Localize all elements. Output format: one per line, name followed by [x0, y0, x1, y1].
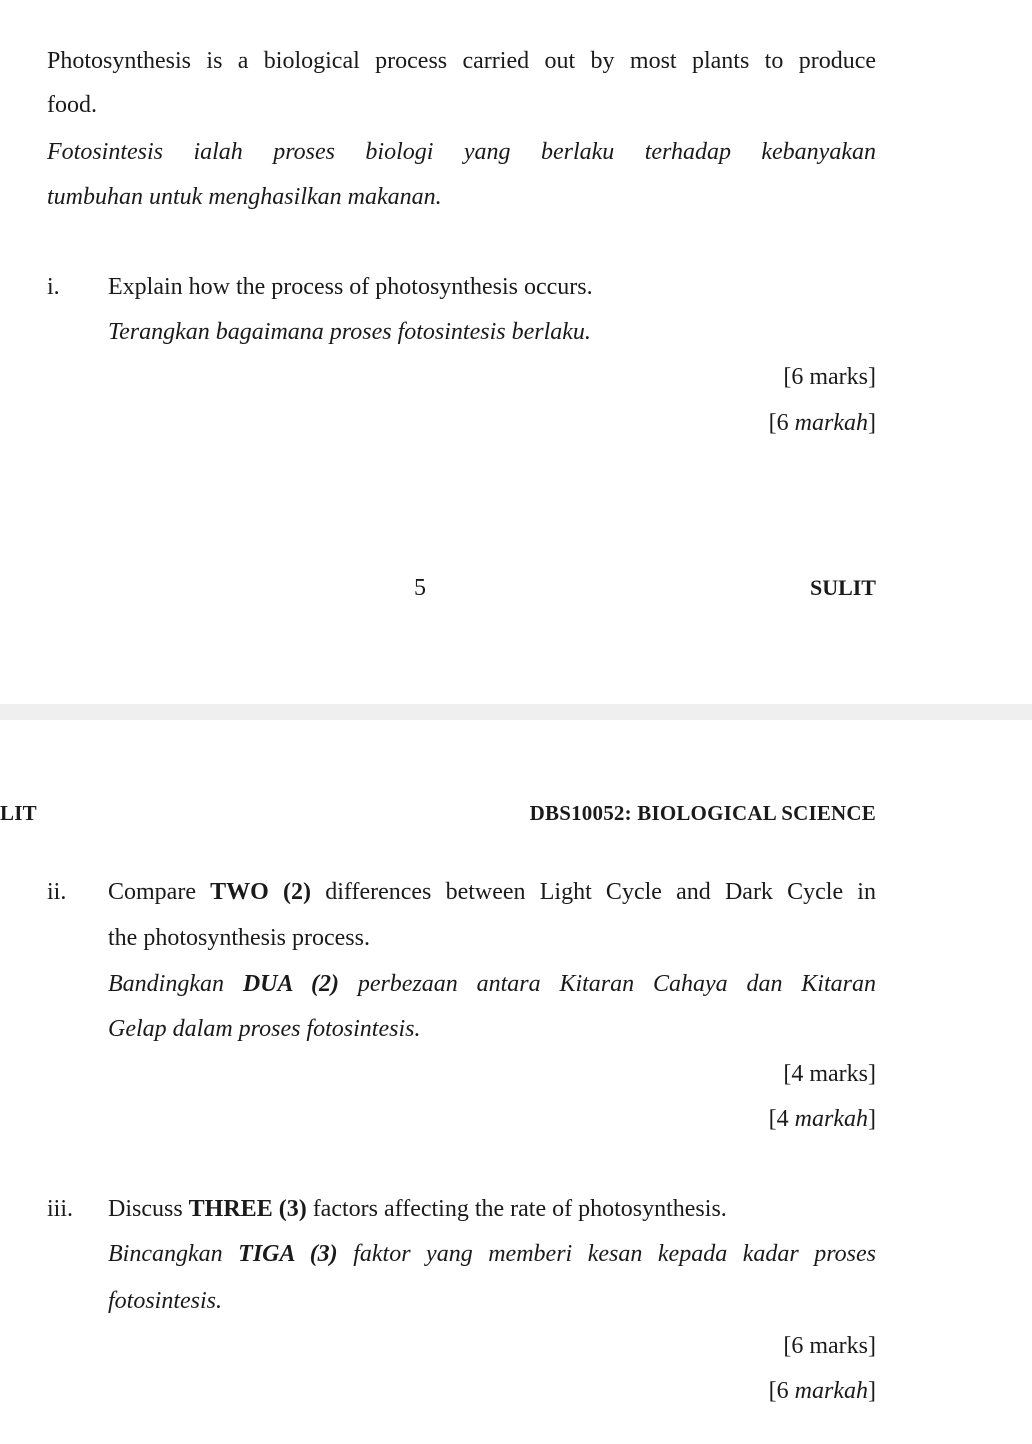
page-5: [0, 0, 1032, 704]
intro-malay-line-2: tumbuhan untuk menghasilkan makanan.: [47, 184, 442, 210]
question-2-malay-line-1: Bandingkan DUA (2) perbezaan antara Kitaran Cahaya dan Kitaran: [108, 971, 876, 997]
question-2-english-line-2: the photosynthesis process.: [108, 925, 370, 951]
question-1-marks-english: [6 marks]: [783, 364, 876, 390]
question-3-marks-malay: [6 markah]: [768, 1378, 876, 1404]
question-2-malay-line-2: Gelap dalam proses fotosintesis.: [108, 1016, 421, 1042]
question-3-number: iii.: [47, 1196, 74, 1222]
intro-english-line-2: food.: [47, 92, 97, 118]
classification-label: SULIT: [809, 575, 876, 600]
page-separator: [0, 704, 1032, 720]
question-1-malay: Terangkan bagaimana proses fotosintesis berlaku.: [108, 319, 591, 345]
header-course-title: DBS10052: BIOLOGICAL SCIENCE: [529, 801, 876, 825]
question-2-english-line-1: Compare TWO (2) differences between Light Cycle and Dark Cycle in: [108, 879, 876, 905]
question-3-malay-line-2: fotosintesis.: [108, 1288, 223, 1314]
question-2-number: ii.: [47, 879, 67, 905]
question-1-marks-malay: [6 markah]: [768, 410, 876, 436]
header-classification-fragment: LIT: [0, 801, 37, 825]
question-3-english: Discuss THREE (3) factors affecting the rate of photosynthesis.: [108, 1196, 727, 1222]
question-1-number: i.: [47, 274, 60, 300]
question-3-marks-english: [6 marks]: [783, 1333, 876, 1359]
intro-english-line-1: Photosynthesis is a biological process carried out by most plants to produce: [47, 48, 876, 74]
question-3-malay-line-1: Bincangkan TIGA (3) faktor yang memberi kesan kepada kadar proses: [108, 1241, 877, 1267]
question-1-english: Explain how the process of photosynthesis occurs.: [108, 274, 593, 300]
page-6: [0, 720, 1032, 1444]
page-number: 5: [414, 575, 426, 601]
question-2-marks-english: [4 marks]: [783, 1061, 876, 1087]
intro-malay-line-1: Fotosintesis ialah proses biologi yang berlaku terhadap kebanyakan: [47, 139, 876, 165]
question-2-marks-malay: [4 markah]: [768, 1106, 876, 1132]
